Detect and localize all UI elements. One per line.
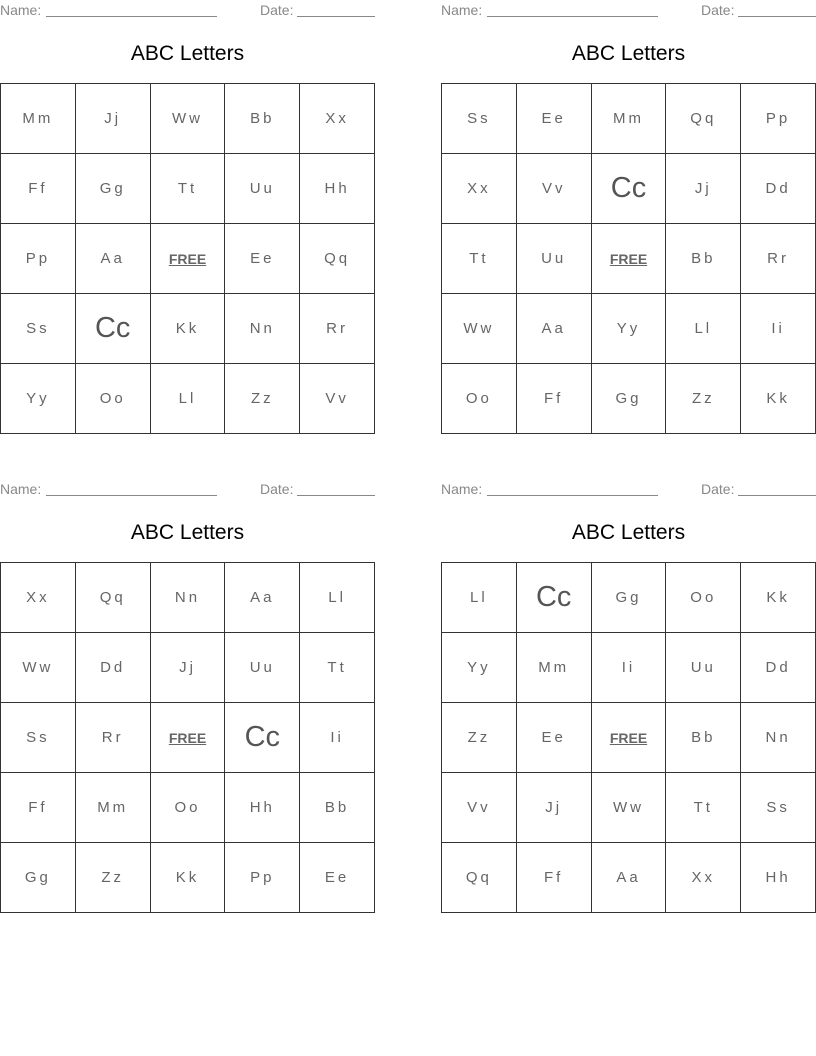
card-header: [441, 0, 816, 20]
date-blank-line: [297, 16, 375, 17]
name-blank-line: [46, 16, 217, 17]
bingo-cell: Ee: [517, 84, 592, 154]
free-space-cell: FREE: [151, 703, 226, 773]
bingo-cell: Pp: [741, 84, 816, 154]
bingo-cell: Oo: [76, 364, 151, 434]
bingo-cell: Mm: [76, 773, 151, 843]
name-blank-line: [46, 495, 217, 496]
bingo-cell: Gg: [76, 154, 151, 224]
bingo-cell: Ee: [517, 703, 592, 773]
bingo-cell: Ff: [1, 773, 76, 843]
bingo-cell: Nn: [225, 294, 300, 364]
bingo-cell: Kk: [151, 843, 226, 913]
bingo-cell: Aa: [76, 224, 151, 294]
name-label: Name:: [0, 481, 42, 497]
bingo-cell: Yy: [1, 364, 76, 434]
bingo-cell: Aa: [225, 563, 300, 633]
bingo-cell: Rr: [300, 294, 375, 364]
bingo-cell: Ww: [592, 773, 667, 843]
bingo-cell: Oo: [666, 563, 741, 633]
bingo-cell: Ww: [442, 294, 517, 364]
bingo-cell: Qq: [300, 224, 375, 294]
bingo-cell: Ii: [592, 633, 667, 703]
bingo-cell: Ww: [151, 84, 226, 154]
bingo-cell: Cc: [592, 154, 667, 224]
bingo-cell: Jj: [151, 633, 226, 703]
bingo-cell: Kk: [151, 294, 226, 364]
date-label: Date:: [701, 2, 735, 18]
bingo-cell: Ii: [741, 294, 816, 364]
bingo-cell: Ss: [442, 84, 517, 154]
bingo-cell: Vv: [442, 773, 517, 843]
bingo-cell: Ss: [741, 773, 816, 843]
bingo-cell: Bb: [225, 84, 300, 154]
bingo-grid: [441, 562, 816, 913]
bingo-cell: Nn: [741, 703, 816, 773]
bingo-cell: Xx: [1, 563, 76, 633]
bingo-cell: Nn: [151, 563, 226, 633]
bingo-cell: Tt: [300, 633, 375, 703]
bingo-cell: Gg: [592, 563, 667, 633]
bingo-cell: Zz: [442, 703, 517, 773]
date-blank-line: [738, 16, 816, 17]
bingo-cell: Yy: [592, 294, 667, 364]
name-label: Name:: [441, 481, 483, 497]
bingo-cell: Ww: [1, 633, 76, 703]
bingo-cell: Ff: [517, 843, 592, 913]
name-label: Name:: [0, 2, 42, 18]
card-header: [0, 0, 375, 20]
bingo-cell: Qq: [666, 84, 741, 154]
bingo-cell: Hh: [225, 773, 300, 843]
bingo-cell: Cc: [76, 294, 151, 364]
bingo-cell: Bb: [666, 703, 741, 773]
name-label: Name:: [441, 2, 483, 18]
card-title: ABC Letters: [571, 521, 686, 544]
bingo-cell: Uu: [225, 633, 300, 703]
bingo-cell: Dd: [741, 154, 816, 224]
free-space-cell: FREE: [151, 224, 226, 294]
card-header: [0, 479, 375, 499]
card-header: [441, 479, 816, 499]
bingo-cell: Ll: [300, 563, 375, 633]
bingo-cell: Qq: [442, 843, 517, 913]
card-title: ABC Letters: [571, 42, 686, 65]
bingo-cell: Hh: [300, 154, 375, 224]
date-label: Date:: [260, 481, 294, 497]
bingo-cell: Ll: [442, 563, 517, 633]
bingo-grid: [441, 83, 816, 434]
bingo-card: [0, 0, 375, 435]
bingo-cell: Yy: [442, 633, 517, 703]
bingo-cell: Jj: [76, 84, 151, 154]
bingo-cell: Hh: [741, 843, 816, 913]
bingo-cell: Xx: [442, 154, 517, 224]
free-space-cell: FREE: [592, 703, 667, 773]
bingo-cell: Bb: [300, 773, 375, 843]
date-label: Date:: [701, 481, 735, 497]
bingo-cell: Pp: [225, 843, 300, 913]
bingo-cell: Aa: [592, 843, 667, 913]
name-blank-line: [487, 16, 658, 17]
bingo-cell: Vv: [517, 154, 592, 224]
bingo-cell: Rr: [741, 224, 816, 294]
bingo-cell: Zz: [225, 364, 300, 434]
bingo-cell: Kk: [741, 563, 816, 633]
name-blank-line: [487, 495, 658, 496]
bingo-cell: Zz: [666, 364, 741, 434]
bingo-cell: Mm: [1, 84, 76, 154]
bingo-cell: Gg: [1, 843, 76, 913]
bingo-cell: Kk: [741, 364, 816, 434]
bingo-cell: Ee: [300, 843, 375, 913]
bingo-cell: Jj: [666, 154, 741, 224]
bingo-cell: Gg: [592, 364, 667, 434]
bingo-cell: Vv: [300, 364, 375, 434]
bingo-cell: Cc: [517, 563, 592, 633]
bingo-card: [441, 0, 816, 435]
bingo-cell: Rr: [76, 703, 151, 773]
bingo-cell: Uu: [666, 633, 741, 703]
card-title: ABC Letters: [130, 42, 245, 65]
bingo-cell: Aa: [517, 294, 592, 364]
bingo-cell: Tt: [666, 773, 741, 843]
bingo-cell: Ee: [225, 224, 300, 294]
bingo-cell: Ff: [1, 154, 76, 224]
bingo-cell: Mm: [517, 633, 592, 703]
bingo-grid: [0, 83, 375, 434]
card-title: ABC Letters: [130, 521, 245, 544]
bingo-cell: Tt: [151, 154, 226, 224]
bingo-cell: Xx: [666, 843, 741, 913]
bingo-card: [0, 479, 375, 914]
bingo-cell: Ff: [517, 364, 592, 434]
bingo-cell: Oo: [442, 364, 517, 434]
bingo-cell: Zz: [76, 843, 151, 913]
bingo-cell: Ll: [666, 294, 741, 364]
bingo-cell: Ss: [1, 703, 76, 773]
bingo-cell: Uu: [517, 224, 592, 294]
bingo-card: [441, 479, 816, 914]
bingo-cell: Ss: [1, 294, 76, 364]
date-blank-line: [297, 495, 375, 496]
bingo-cell: Bb: [666, 224, 741, 294]
bingo-cell: Uu: [225, 154, 300, 224]
bingo-cell: Oo: [151, 773, 226, 843]
bingo-cell: Dd: [76, 633, 151, 703]
bingo-cell: Dd: [741, 633, 816, 703]
free-space-cell: FREE: [592, 224, 667, 294]
bingo-cell: Cc: [225, 703, 300, 773]
bingo-cell: Ll: [151, 364, 226, 434]
date-blank-line: [738, 495, 816, 496]
bingo-cell: Jj: [517, 773, 592, 843]
bingo-cell: Tt: [442, 224, 517, 294]
bingo-cell: Qq: [76, 563, 151, 633]
bingo-cell: Xx: [300, 84, 375, 154]
bingo-cell: Ii: [300, 703, 375, 773]
bingo-cell: Mm: [592, 84, 667, 154]
bingo-grid: [0, 562, 375, 913]
bingo-cell: Pp: [1, 224, 76, 294]
date-label: Date:: [260, 2, 294, 18]
